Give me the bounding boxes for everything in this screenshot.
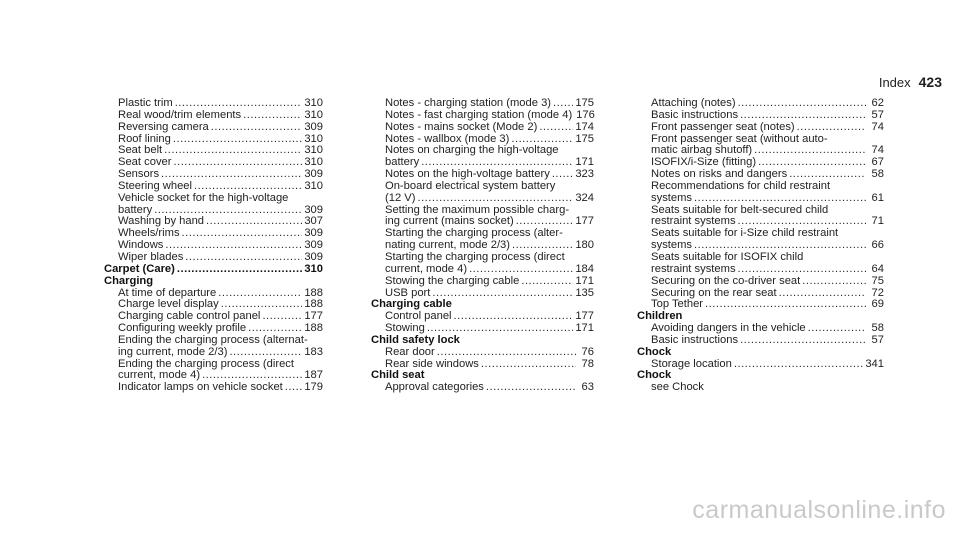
dot-leader	[469, 264, 573, 276]
dot-leader	[738, 98, 866, 110]
page-reference: 76	[581, 345, 594, 358]
entry-text: Reversing camera	[118, 120, 209, 133]
entry-text: Front passenger seat (without auto-	[651, 132, 828, 145]
page-reference: 177	[575, 215, 594, 228]
page-reference: 171	[575, 156, 594, 169]
page-reference: 177	[304, 310, 323, 323]
entry-text: Child safety lock	[371, 333, 460, 346]
entry-text: Front passenger seat (notes)	[651, 120, 795, 133]
dot-leader	[521, 276, 573, 288]
dot-leader	[738, 264, 866, 276]
section-title: Index	[878, 75, 911, 90]
dot-leader	[262, 311, 302, 323]
page-reference: 310	[304, 156, 323, 169]
entry-text: Rear side windows	[385, 357, 479, 370]
page-reference: 67	[871, 156, 884, 169]
page-reference: 175	[575, 97, 594, 109]
dot-leader	[734, 359, 863, 371]
page-reference: 177	[575, 310, 594, 323]
page-reference: 183	[304, 345, 323, 358]
dot-leader	[285, 382, 303, 394]
dot-leader	[164, 145, 302, 157]
index-entry	[371, 264, 594, 276]
entry-text: nating current, mode 2/3)	[385, 239, 510, 252]
dot-leader	[539, 122, 573, 134]
dot-leader	[173, 157, 302, 169]
page-number: 423	[918, 74, 942, 90]
page-reference: 188	[304, 322, 323, 335]
entry-text: Storage location	[651, 357, 732, 370]
page-reference: 341	[865, 357, 884, 370]
entry-text: Stowing the charging cable	[385, 274, 520, 287]
page-reference: 74	[871, 144, 884, 157]
index-entry	[371, 276, 594, 288]
entry-text: Basic instructions	[651, 333, 739, 346]
entry-text: current, mode 4)	[118, 369, 201, 382]
index-entry	[637, 335, 884, 347]
page-reference: 180	[575, 239, 594, 252]
page-reference: 69	[871, 298, 884, 311]
dot-leader	[243, 110, 302, 122]
entry-text: Notes - charging station (mode 3)	[385, 97, 552, 109]
entry-text: battery	[118, 203, 153, 216]
dot-leader	[437, 347, 576, 359]
page-reference: 188	[304, 286, 323, 299]
entry-text: Seats suitable for belt-secured child	[651, 203, 829, 216]
entry-text: matic airbag shutoff)	[651, 144, 753, 157]
entry-text: Notes on charging the high-voltage	[385, 144, 559, 157]
dot-leader	[797, 122, 866, 134]
entry-text: ing current (mains socket)	[385, 215, 514, 228]
page-reference: 309	[304, 227, 323, 240]
entry-text: Washing by hand	[118, 215, 205, 228]
entry-text: systems	[651, 239, 693, 252]
entry-text: see Chock	[651, 381, 704, 394]
entry-text: ing current, mode 2/3)	[118, 345, 228, 358]
entry-text: Attaching (notes)	[651, 97, 736, 109]
dot-leader	[182, 228, 303, 240]
dot-leader	[185, 252, 302, 264]
dot-leader	[705, 299, 866, 311]
page-reference: 57	[871, 108, 884, 121]
page-reference: 171	[575, 322, 594, 335]
index-entry	[637, 382, 884, 394]
index-heading	[637, 347, 884, 359]
entry-text: current, mode 4)	[385, 262, 468, 275]
dot-leader	[194, 181, 302, 193]
entry-text: On-board electrical system battery	[385, 179, 556, 192]
entry-text: USB port	[385, 286, 431, 299]
index-entry	[104, 110, 323, 122]
page-reference: 75	[871, 274, 884, 287]
entry-text: Configuring weekly profile	[118, 322, 247, 335]
index-heading	[371, 335, 594, 347]
index-entry	[371, 110, 594, 122]
page-reference: 309	[304, 250, 323, 263]
dot-leader	[779, 288, 866, 300]
page-reference: 66	[871, 239, 884, 252]
dot-leader	[211, 122, 303, 134]
page-reference: 309	[304, 120, 323, 133]
page-reference: 72	[871, 286, 884, 299]
page-reference: 310	[304, 144, 323, 157]
entry-text: Starting the charging process (direct	[385, 250, 565, 263]
index-column-1	[104, 98, 323, 394]
entry-text: restraint systems	[651, 262, 736, 275]
entry-text: Notes on the high-voltage battery	[385, 168, 550, 181]
page-reference: 310	[304, 132, 323, 145]
dot-leader	[454, 311, 574, 323]
dot-leader	[206, 216, 302, 228]
page-reference: 175	[575, 132, 594, 145]
entry-text: Basic instructions	[651, 108, 739, 121]
page-reference: 309	[304, 239, 323, 252]
entry-text: At time of departure	[118, 286, 217, 299]
entry-text: Vehicle socket for the high-voltage	[118, 191, 289, 204]
page-reference: 58	[871, 168, 884, 181]
entry-text: Charging	[104, 274, 154, 287]
page-reference: 135	[575, 286, 594, 299]
page-reference: 57	[871, 333, 884, 346]
entry-text: Securing on the co-driver seat	[651, 274, 801, 287]
dot-leader	[754, 145, 866, 157]
index-entry	[104, 347, 323, 359]
entry-text: Child seat	[371, 369, 425, 382]
entry-text: Top Tether	[651, 298, 704, 311]
index-heading	[104, 264, 323, 276]
dot-leader	[218, 288, 302, 300]
page-reference: 176	[576, 108, 595, 121]
entry-text: Steering wheel	[118, 179, 193, 192]
page-reference: 61	[871, 191, 884, 204]
index-entry	[371, 122, 594, 134]
index-entry	[104, 193, 323, 205]
dot-leader	[486, 382, 576, 394]
page-reference: 78	[581, 357, 594, 370]
page-reference: 310	[304, 97, 323, 109]
entry-text: Wheels/rims	[118, 227, 180, 240]
entry-text: ISOFIX/i-Size (fitting)	[651, 156, 757, 169]
entry-text: Roof lining	[118, 132, 171, 145]
dot-leader	[432, 288, 573, 300]
index-entry	[637, 110, 884, 122]
page-reference: 184	[575, 262, 594, 275]
dot-leader	[802, 276, 866, 288]
entry-text: Seat belt	[118, 144, 163, 157]
entry-text: Windows	[118, 239, 164, 252]
entry-text: Ending the charging process (direct	[118, 357, 294, 370]
entry-text: Chock	[637, 369, 672, 382]
entry-text: Setting the maximum possible charg-	[385, 203, 570, 216]
page-reference: 64	[871, 262, 884, 275]
index-entry	[637, 193, 884, 205]
index-entry	[371, 181, 594, 193]
page-reference: 58	[871, 322, 884, 335]
page-reference: 171	[575, 274, 594, 287]
entry-text: Charging cable	[371, 298, 452, 311]
page-reference: 324	[575, 191, 594, 204]
entry-text: Charge level display	[118, 298, 219, 311]
page-reference: 71	[871, 215, 884, 228]
dot-leader	[165, 240, 302, 252]
dot-leader	[740, 110, 866, 122]
page-reference: 309	[304, 168, 323, 181]
entry-text: Avoiding dangers in the vehicle	[651, 322, 806, 335]
entry-text: Notes - mains socket (Mode 2)	[385, 120, 538, 133]
entry-text: Control panel	[385, 310, 452, 323]
entry-text: Starting the charging process (alter-	[385, 227, 563, 240]
entry-text: (12 V)	[385, 191, 416, 204]
watermark: carmanualsonline.info	[692, 496, 946, 524]
entry-text: Indicator lamps on vehicle socket	[118, 381, 283, 394]
entry-text: Rear door	[385, 345, 435, 358]
index-entry	[104, 181, 323, 193]
dot-leader	[740, 335, 866, 347]
entry-text: Sensors	[118, 168, 160, 181]
index-entry	[637, 122, 884, 134]
page-reference: 310	[304, 262, 323, 275]
index-column-2	[371, 98, 594, 394]
dot-leader	[552, 169, 574, 181]
page-reference: 323	[575, 168, 594, 181]
index-entry	[637, 359, 884, 371]
page-reference: 307	[304, 215, 323, 228]
page-reference: 187	[304, 369, 323, 382]
page-reference: 188	[304, 298, 323, 311]
dot-leader	[808, 323, 866, 335]
entry-text: Plastic trim	[118, 97, 173, 109]
page-reference: 74	[871, 120, 884, 133]
entry-text: Seat cover	[118, 156, 172, 169]
dot-leader	[481, 359, 576, 371]
entry-text: Children	[637, 310, 683, 323]
page-reference: 174	[575, 120, 594, 133]
page-reference: 179	[304, 381, 323, 394]
dot-leader	[177, 264, 302, 276]
entry-text: Ending the charging process (alternat-	[118, 333, 308, 346]
entry-text: Securing on the rear seat	[651, 286, 777, 299]
entry-text: systems	[651, 191, 693, 204]
page-header	[879, 74, 942, 90]
entry-text: Notes on risks and dangers	[651, 168, 788, 181]
entry-text: Seats suitable for i-Size child restraint	[651, 227, 839, 240]
entry-text: Seats suitable for ISOFIX child	[651, 250, 804, 263]
index-entry	[637, 264, 884, 276]
entry-text: Notes - wallbox (mode 3)	[385, 132, 510, 145]
entry-text: Carpet (Care)	[104, 262, 175, 275]
entry-text: Charging cable control panel	[118, 310, 261, 323]
index-entry	[104, 382, 323, 394]
index-entry	[371, 347, 594, 359]
dot-leader	[694, 193, 866, 205]
index-column-3	[637, 98, 884, 394]
index-entry	[104, 335, 323, 347]
page-reference: 309	[304, 203, 323, 216]
dot-leader	[173, 134, 302, 146]
dot-leader	[229, 347, 302, 359]
page-reference: 62	[871, 97, 884, 109]
index-entry	[637, 276, 884, 288]
index-entry	[637, 181, 884, 193]
page-reference: 310	[304, 108, 323, 121]
index-entry	[371, 382, 594, 394]
index-entry	[104, 122, 323, 134]
entry-text: Chock	[637, 345, 672, 358]
entry-text: Stowing	[385, 322, 425, 335]
entry-text: Wiper blades	[118, 250, 184, 263]
entry-text: battery	[385, 156, 420, 169]
entry-text: Real wood/trim elements	[118, 108, 242, 121]
index-heading	[104, 276, 323, 288]
entry-text: restraint systems	[651, 215, 736, 228]
entry-text: Approval categories	[385, 381, 484, 394]
entry-text: Notes - fast charging station (mode 4)	[385, 108, 573, 121]
page-reference: 63	[581, 381, 594, 394]
index-entry	[371, 193, 594, 205]
page-reference: 310	[304, 179, 323, 192]
entry-text: Recommendations for child restraint	[651, 179, 831, 192]
dot-leader	[417, 193, 573, 205]
